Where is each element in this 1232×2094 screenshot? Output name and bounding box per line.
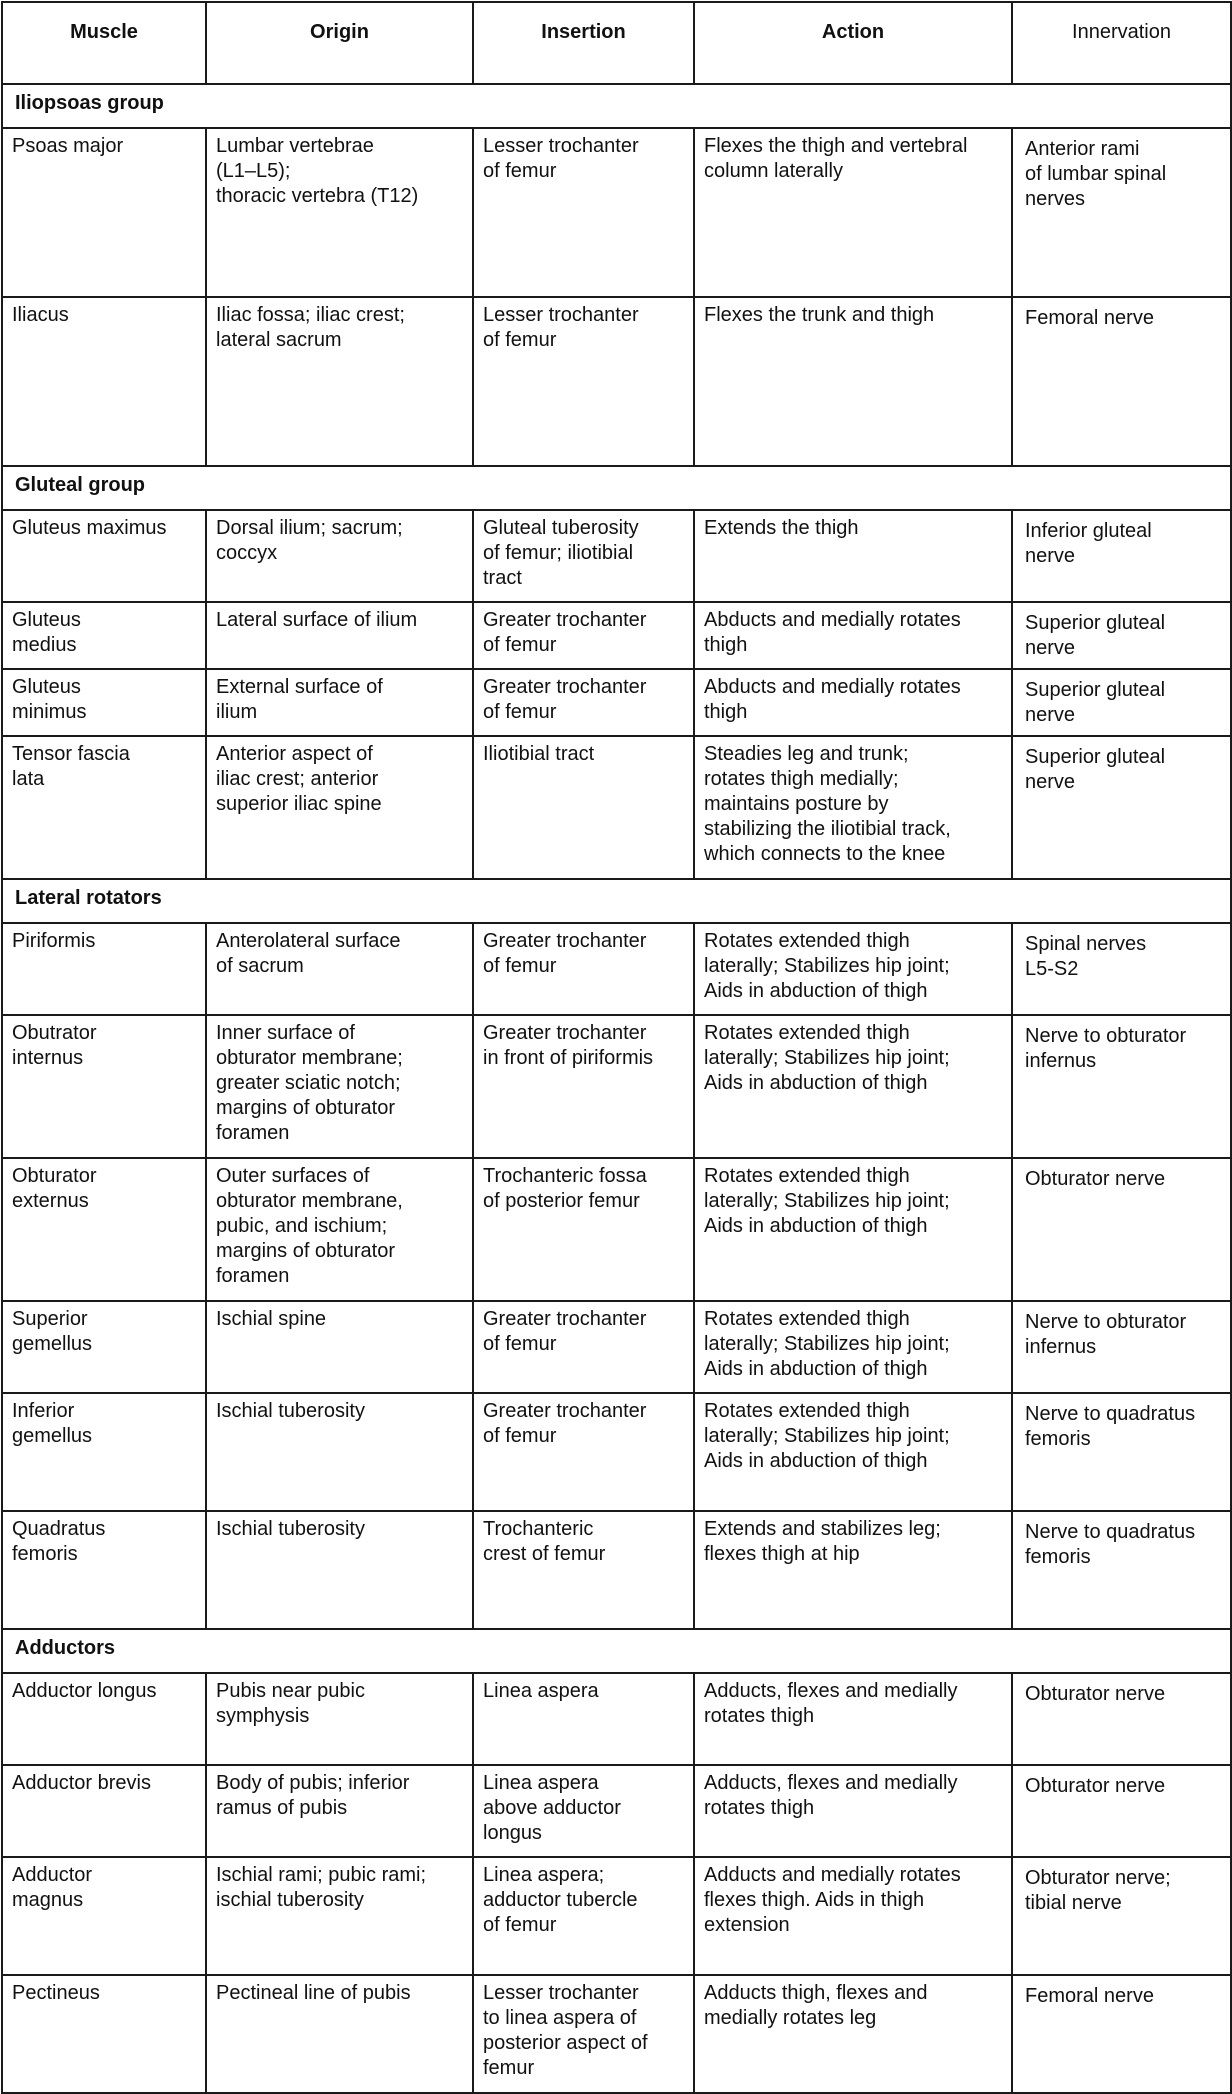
action-cell: Adducts, flexes and medially rotates thigh	[694, 1673, 1012, 1765]
action-cell: Abducts and medially rotates thigh	[694, 602, 1012, 669]
insertion-cell: Greater trochanter of femur	[473, 669, 694, 736]
table-row	[2, 1158, 1231, 1301]
origin-cell: Pubis near pubic symphysis	[206, 1673, 473, 1765]
insertion-cell: Greater trochanter in front of piriformis	[473, 1015, 694, 1158]
origin-cell: Ischial tuberosity	[206, 1511, 473, 1629]
insertion-cell: Trochanteric fossa of posterior femur	[473, 1158, 694, 1301]
table-row	[2, 510, 1231, 602]
action-cell: Adducts thigh, flexes and medially rotates leg	[694, 1975, 1012, 2093]
innervation-cell: Obturator nerve; tibial nerve	[1012, 1857, 1231, 1975]
table-row	[2, 602, 1231, 669]
insertion-cell: Lesser trochanter to linea aspera of posterior aspect of femur	[473, 1975, 694, 2093]
insertion-cell: Trochanteric crest of femur	[473, 1511, 694, 1629]
insertion-cell: Linea aspera; adductor tubercle of femur	[473, 1857, 694, 1975]
table-row	[2, 1015, 1231, 1158]
muscle-table	[1, 1, 1232, 2094]
innervation-cell: Nerve to obturator infernus	[1012, 1015, 1231, 1158]
insertion-cell: Greater trochanter of femur	[473, 1301, 694, 1393]
origin-cell: Ischial tuberosity	[206, 1393, 473, 1511]
origin-cell: Iliac fossa; iliac crest; lateral sacrum	[206, 297, 473, 466]
innervation-cell: Femoral nerve	[1012, 297, 1231, 466]
innervation-cell: Superior gluteal nerve	[1012, 736, 1231, 879]
group-row	[2, 1629, 1231, 1673]
muscle-cell: Gluteus medius	[2, 602, 206, 669]
muscle-cell: Adductor magnus	[2, 1857, 206, 1975]
origin-cell: Ischial spine	[206, 1301, 473, 1393]
origin-cell: Inner surface of obturator membrane; greater sciatic notch; margins of obturator foramen	[206, 1015, 473, 1158]
innervation-cell: Obturator nerve	[1012, 1673, 1231, 1765]
muscle-cell: Gluteus maximus	[2, 510, 206, 602]
innervation-cell: Obturator nerve	[1012, 1765, 1231, 1857]
origin-cell: Dorsal ilium; sacrum; coccyx	[206, 510, 473, 602]
header-action: Action	[694, 2, 1012, 84]
table-row	[2, 669, 1231, 736]
origin-cell: Lateral surface of ilium	[206, 602, 473, 669]
muscle-cell: Obutrator internus	[2, 1015, 206, 1158]
group-title: Adductors	[2, 1629, 1231, 1673]
muscle-cell: Iliacus	[2, 297, 206, 466]
insertion-cell: Greater trochanter of femur	[473, 923, 694, 1015]
action-cell: Rotates extended thigh laterally; Stabilizes hip joint; Aids in abduction of thigh	[694, 1301, 1012, 1393]
innervation-cell: Nerve to quadratus femoris	[1012, 1393, 1231, 1511]
insertion-cell: Greater trochanter of femur	[473, 1393, 694, 1511]
table-row	[2, 1765, 1231, 1857]
action-cell: Adducts, flexes and medially rotates thigh	[694, 1765, 1012, 1857]
action-cell: Flexes the thigh and vertebral column laterally	[694, 128, 1012, 297]
table-row	[2, 1673, 1231, 1765]
origin-cell: Body of pubis; inferior ramus of pubis	[206, 1765, 473, 1857]
action-cell: Abducts and medially rotates thigh	[694, 669, 1012, 736]
muscle-cell: Tensor fascia lata	[2, 736, 206, 879]
muscle-cell: Gluteus minimus	[2, 669, 206, 736]
group-row	[2, 84, 1231, 128]
muscle-cell: Psoas major	[2, 128, 206, 297]
table-row	[2, 1975, 1231, 2093]
insertion-cell: Lesser trochanter of femur	[473, 128, 694, 297]
header-origin: Origin	[206, 2, 473, 84]
action-cell: Adducts and medially rotates flexes thigh. Aids in thigh extension	[694, 1857, 1012, 1975]
group-row	[2, 879, 1231, 923]
innervation-cell: Obturator nerve	[1012, 1158, 1231, 1301]
table-row	[2, 1301, 1231, 1393]
muscle-cell: Pectineus	[2, 1975, 206, 2093]
muscle-cell: Quadratus femoris	[2, 1511, 206, 1629]
origin-cell: Lumbar vertebrae (L1–L5); thoracic vertebra (T12)	[206, 128, 473, 297]
innervation-cell: Superior gluteal nerve	[1012, 602, 1231, 669]
insertion-cell: Linea aspera	[473, 1673, 694, 1765]
muscle-cell: Inferior gemellus	[2, 1393, 206, 1511]
innervation-cell: Nerve to quadratus femoris	[1012, 1511, 1231, 1629]
insertion-cell: Iliotibial tract	[473, 736, 694, 879]
action-cell: Rotates extended thigh laterally; Stabilizes hip joint; Aids in abduction of thigh	[694, 1015, 1012, 1158]
table-row	[2, 923, 1231, 1015]
header-insertion: Insertion	[473, 2, 694, 84]
insertion-cell: Gluteal tuberosity of femur; iliotibial tract	[473, 510, 694, 602]
innervation-cell: Spinal nerves L5-S2	[1012, 923, 1231, 1015]
group-title: Iliopsoas group	[2, 84, 1231, 128]
innervation-cell: Nerve to obturator infernus	[1012, 1301, 1231, 1393]
insertion-cell: Greater trochanter of femur	[473, 602, 694, 669]
table-row	[2, 1857, 1231, 1975]
header-innervation: Innervation	[1012, 2, 1231, 84]
innervation-cell: Superior gluteal nerve	[1012, 669, 1231, 736]
action-cell: Steadies leg and trunk; rotates thigh medially; maintains posture by stabilizing the iliotibial track, which connects to the knee	[694, 736, 1012, 879]
origin-cell: External surface of ilium	[206, 669, 473, 736]
group-row	[2, 466, 1231, 510]
innervation-cell: Inferior gluteal nerve	[1012, 510, 1231, 602]
innervation-cell: Anterior rami of lumbar spinal nerves	[1012, 128, 1231, 297]
action-cell: Rotates extended thigh laterally; Stabilizes hip joint; Aids in abduction of thigh	[694, 1393, 1012, 1511]
origin-cell: Outer surfaces of obturator membrane, pubic, and ischium; margins of obturator foramen	[206, 1158, 473, 1301]
muscle-cell: Adductor longus	[2, 1673, 206, 1765]
insertion-cell: Linea aspera above adductor longus	[473, 1765, 694, 1857]
muscle-cell: Piriformis	[2, 923, 206, 1015]
action-cell: Rotates extended thigh laterally; Stabilizes hip joint; Aids in abduction of thigh	[694, 1158, 1012, 1301]
action-cell: Flexes the trunk and thigh	[694, 297, 1012, 466]
muscle-cell: Obturator externus	[2, 1158, 206, 1301]
table-row	[2, 297, 1231, 466]
origin-cell: Ischial rami; pubic rami; ischial tuberosity	[206, 1857, 473, 1975]
insertion-cell: Lesser trochanter of femur	[473, 297, 694, 466]
action-cell: Extends the thigh	[694, 510, 1012, 602]
muscle-cell: Superior gemellus	[2, 1301, 206, 1393]
group-title: Lateral rotators	[2, 879, 1231, 923]
header-row	[2, 2, 1231, 84]
table-row	[2, 736, 1231, 879]
table-row	[2, 1393, 1231, 1511]
muscle-cell: Adductor brevis	[2, 1765, 206, 1857]
action-cell: Rotates extended thigh laterally; Stabilizes hip joint; Aids in abduction of thigh	[694, 923, 1012, 1015]
header-muscle: Muscle	[2, 2, 206, 84]
table-row	[2, 128, 1231, 297]
origin-cell: Anterolateral surface of sacrum	[206, 923, 473, 1015]
action-cell: Extends and stabilizes leg; flexes thigh at hip	[694, 1511, 1012, 1629]
group-title: Gluteal group	[2, 466, 1231, 510]
origin-cell: Pectineal line of pubis	[206, 1975, 473, 2093]
innervation-cell: Femoral nerve	[1012, 1975, 1231, 2093]
origin-cell: Anterior aspect of iliac crest; anterior superior iliac spine	[206, 736, 473, 879]
table-row	[2, 1511, 1231, 1629]
